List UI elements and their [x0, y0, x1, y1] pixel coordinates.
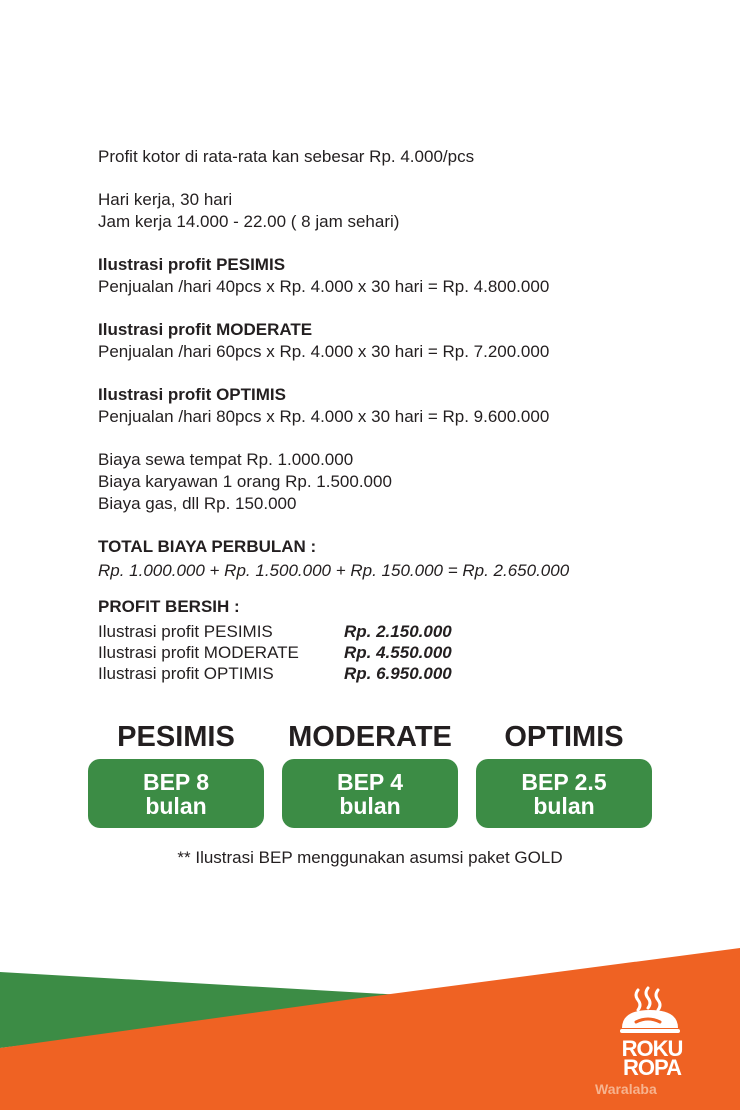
- bep-moderate: [282, 718, 458, 828]
- profit-row-value: Rp. 2.150.000: [344, 622, 452, 641]
- scenario-pesimis-title: Ilustrasi profit PESIMIS: [98, 255, 286, 274]
- content: [98, 146, 658, 684]
- hari-kerja-text: Hari kerja, 30 hari: [98, 190, 233, 209]
- bep-optimis: [476, 718, 652, 828]
- total-formula: Rp. 1.000.000 + Rp. 1.500.000 + Rp. 150.000 = Rp. 2.650.000: [98, 561, 570, 580]
- rokuropa-logo: [612, 984, 692, 1080]
- total-heading: TOTAL BIAYA PERBULAN :: [98, 537, 317, 556]
- bep-pesimis-title: PESIMIS: [117, 721, 235, 753]
- bep-value: BEP 2.5: [521, 768, 607, 795]
- bep-value: BEP 4: [336, 768, 404, 795]
- logo-line-1: ROKU: [621, 1036, 683, 1061]
- bep-pesimis-badge: [88, 759, 264, 828]
- profit-row: [98, 621, 658, 642]
- bep-footnote: ** Ilustrasi BEP menggunakan asumsi paket GOLD: [177, 848, 563, 867]
- scenario-moderate-calc: Penjualan /hari 60pcs x Rp. 4.000 x 30 hari = Rp. 7.200.000: [98, 342, 550, 361]
- bep-moderate-title: MODERATE: [288, 721, 452, 753]
- scenario-optimis-title: Ilustrasi profit OPTIMIS: [98, 385, 286, 404]
- cost-karyawan: Biaya karyawan 1 orang Rp. 1.500.000: [98, 472, 392, 491]
- scenario-pesimis-calc: Penjualan /hari 40pcs x Rp. 4.000 x 30 hari = Rp. 4.800.000: [98, 277, 550, 296]
- bep-optimis-title: OPTIMIS: [504, 721, 624, 753]
- profit-bersih-heading: PROFIT BERSIH :: [98, 597, 240, 616]
- bep-unit: bulan: [533, 792, 595, 819]
- logo-line-2: ROPA: [623, 1055, 681, 1080]
- profit-kotor-text: Profit kotor di rata-rata kan sebesar Rp. 4.000/pcs: [98, 147, 475, 166]
- profit-row: [98, 663, 658, 684]
- cost-gas: Biaya gas, dll Rp. 150.000: [98, 494, 297, 513]
- bep-pesimis: [88, 718, 264, 828]
- profit-row-label: Ilustrasi profit PESIMIS: [98, 622, 273, 641]
- bep-optimis-badge: [476, 759, 652, 828]
- profit-row-label: Ilustrasi profit OPTIMIS: [98, 664, 274, 683]
- cost-sewa: Biaya sewa tempat Rp. 1.000.000: [98, 450, 354, 469]
- jam-kerja-text: Jam kerja 14.000 - 22.00 ( 8 jam sehari): [98, 212, 400, 231]
- profit-row-label: Ilustrasi profit MODERATE: [98, 643, 299, 662]
- bep-moderate-badge: [282, 759, 458, 828]
- profit-row-value: Rp. 6.950.000: [344, 664, 452, 683]
- steaming-bun-icon: [612, 984, 692, 1034]
- bep-value: BEP 8: [142, 768, 210, 795]
- watermark: Waralaba: [595, 1081, 657, 1097]
- bep-unit: bulan: [145, 792, 207, 819]
- scenario-optimis-calc: Penjualan /hari 80pcs x Rp. 4.000 x 30 hari = Rp. 9.600.000: [98, 407, 550, 426]
- scenario-moderate-title: Ilustrasi profit MODERATE: [98, 320, 313, 339]
- profit-row-value: Rp. 4.550.000: [344, 643, 452, 662]
- profit-row: [98, 642, 658, 663]
- bep-unit: bulan: [339, 792, 401, 819]
- bep-section: [0, 718, 740, 833]
